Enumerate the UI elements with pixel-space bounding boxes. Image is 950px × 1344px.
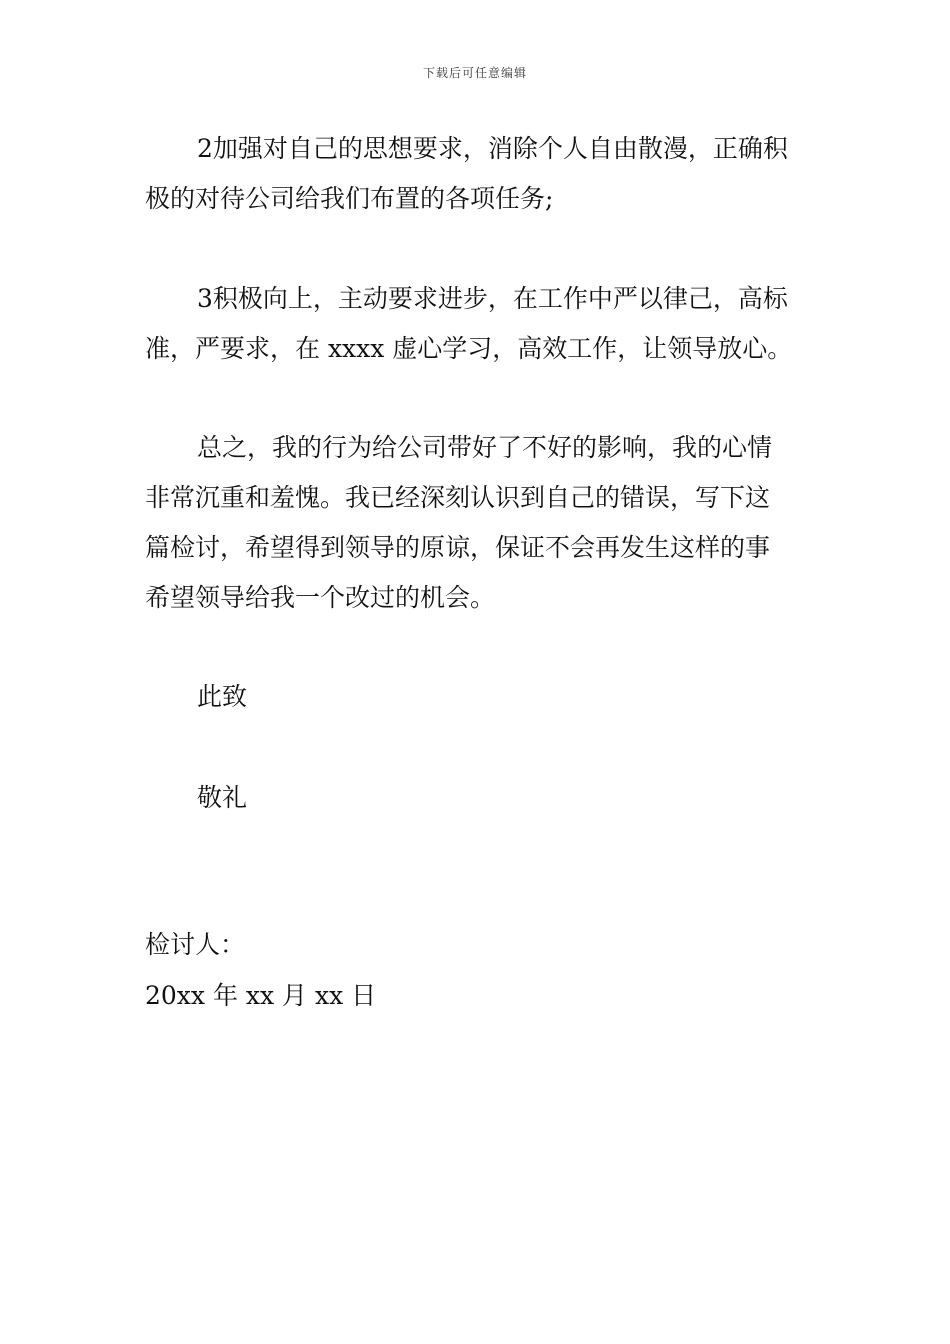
signer-label: 检讨人： bbox=[145, 930, 246, 959]
closing-salutation: 此致 bbox=[197, 682, 248, 711]
paragraph-line: 2加强对自己的思想要求，消除个人自由散漫，正确积 bbox=[197, 134, 788, 163]
paragraph-line: 准，严要求，在 xxxx 虚心学习，高效工作，让领导放心。 bbox=[145, 334, 793, 363]
page-header-note: 下载后可任意编辑 bbox=[422, 66, 527, 80]
paragraph-line: 非常沉重和羞愧。我已经深刻认识到自己的错误，写下这 bbox=[145, 483, 771, 512]
paragraph-line: 极的对待公司给我们布置的各项任务; bbox=[145, 184, 554, 213]
paragraph-item-2 bbox=[145, 124, 810, 224]
closing-regards: 敬礼 bbox=[197, 783, 248, 812]
paragraph-item-3 bbox=[145, 274, 810, 374]
paragraph-line: 篇检讨，希望得到领导的原谅，保证不会再发生这样的事 bbox=[145, 533, 771, 562]
conclusion-paragraph bbox=[145, 423, 810, 623]
signature-date: 20xx 年 xx 月 xx 日 bbox=[145, 981, 377, 1010]
paragraph-line: 总之，我的行为给公司带好了不好的影响，我的心情 bbox=[197, 433, 773, 462]
paragraph-line: 希望领导给我一个改过的机会。 bbox=[145, 583, 496, 612]
paragraph-line: 3积极向上，主动要求进步，在工作中严以律己，高标 bbox=[197, 284, 788, 313]
